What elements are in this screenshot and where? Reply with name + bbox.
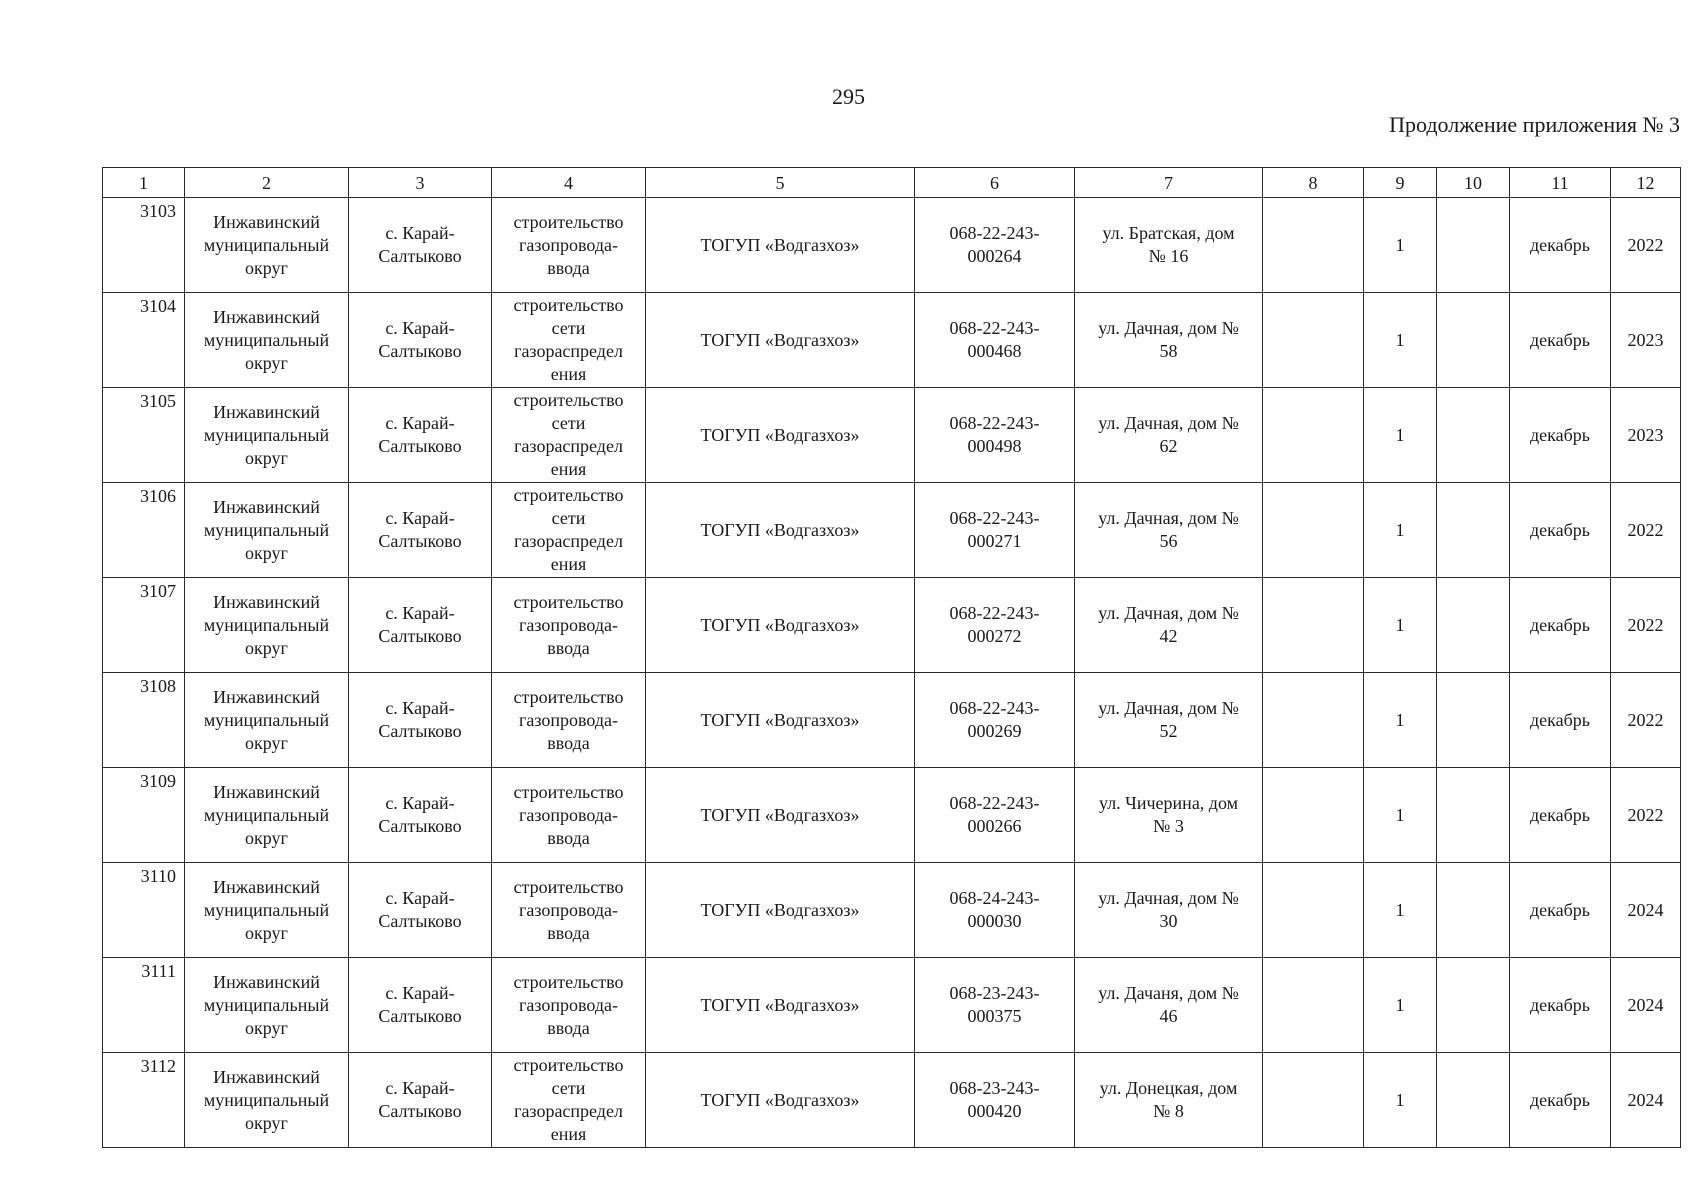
month-text: декабрь <box>1530 709 1590 730</box>
column-header-12: 12 <box>1611 168 1681 198</box>
cell-organization <box>646 958 915 1053</box>
cell-row-number <box>103 198 185 293</box>
work-type-text: строительство газопровода- ввода <box>513 781 624 848</box>
cell-quantity <box>1364 578 1437 673</box>
work-type-text: строительство сети газораспредел ения <box>513 390 624 479</box>
cell-month <box>1510 483 1611 578</box>
row-number-text: 3105 <box>140 391 176 411</box>
cell-quantity <box>1364 673 1437 768</box>
cell-district <box>185 673 349 768</box>
table-row <box>103 768 1681 863</box>
column-header-11: 11 <box>1510 168 1611 198</box>
cell-column-10 <box>1437 768 1510 863</box>
cell-settlement <box>349 483 492 578</box>
cell-quantity <box>1364 198 1437 293</box>
settlement-text: с. Карай- Салтыково <box>378 508 462 551</box>
organization-text: ТОГУП «Водгазхоз» <box>700 994 860 1015</box>
cell-column-8 <box>1263 768 1364 863</box>
cell-column-8 <box>1263 673 1364 768</box>
cell-address <box>1075 958 1263 1053</box>
column-header-10: 10 <box>1437 168 1510 198</box>
district-text: Инжавинский муниципальный округ <box>203 971 330 1038</box>
table-row <box>103 673 1681 768</box>
year-text: 2022 <box>1627 519 1664 540</box>
cell-organization <box>646 578 915 673</box>
year-text: 2022 <box>1627 614 1664 635</box>
row-number-text: 3109 <box>140 771 176 791</box>
cell-column-10 <box>1437 198 1510 293</box>
cell-column-8 <box>1263 483 1364 578</box>
cell-quantity <box>1364 483 1437 578</box>
row-number-text: 3111 <box>141 961 176 981</box>
column-header-2: 2 <box>185 168 349 198</box>
settlement-text: с. Карай- Салтыково <box>378 888 462 931</box>
quantity-text: 1 <box>1395 899 1405 920</box>
cell-year <box>1611 198 1681 293</box>
cell-address <box>1075 768 1263 863</box>
cell-month <box>1510 673 1611 768</box>
row-number-text: 3112 <box>140 1056 176 1076</box>
cell-year <box>1611 578 1681 673</box>
year-text: 2022 <box>1627 709 1664 730</box>
cell-district <box>185 293 349 388</box>
cell-work-type <box>492 863 646 958</box>
column-header-4: 4 <box>492 168 646 198</box>
cell-column-10 <box>1437 293 1510 388</box>
month-text: декабрь <box>1530 1089 1590 1110</box>
row-number-text: 3107 <box>140 581 176 601</box>
cell-column-8 <box>1263 1053 1364 1148</box>
cell-year <box>1611 1053 1681 1148</box>
cell-registration-number <box>915 768 1075 863</box>
cell-settlement <box>349 388 492 483</box>
cell-settlement <box>349 768 492 863</box>
settlement-text: с. Карай- Салтыково <box>378 223 462 266</box>
row-number-text: 3110 <box>140 866 176 886</box>
cell-column-8 <box>1263 198 1364 293</box>
table-body <box>103 198 1681 1148</box>
settlement-text: с. Карай- Салтыково <box>378 698 462 741</box>
district-text: Инжавинский муниципальный округ <box>203 401 330 468</box>
cell-work-type <box>492 483 646 578</box>
cell-district <box>185 483 349 578</box>
cell-organization <box>646 673 915 768</box>
row-number-text: 3108 <box>140 676 176 696</box>
cell-registration-number <box>915 483 1075 578</box>
page-number: 295 <box>832 84 865 109</box>
cell-year <box>1611 388 1681 483</box>
year-text: 2023 <box>1627 329 1664 350</box>
table-row <box>103 578 1681 673</box>
cell-organization <box>646 863 915 958</box>
cell-address <box>1075 483 1263 578</box>
work-type-text: строительство газопровода- ввода <box>513 686 624 753</box>
registration-number-text: 068-22-243- 000266 <box>949 793 1040 836</box>
cell-year <box>1611 293 1681 388</box>
table-row <box>103 293 1681 388</box>
organization-text: ТОГУП «Водгазхоз» <box>700 1089 860 1110</box>
cell-quantity <box>1364 1053 1437 1148</box>
organization-text: ТОГУП «Водгазхоз» <box>700 709 860 730</box>
table-row <box>103 483 1681 578</box>
settlement-text: с. Карай- Салтыково <box>378 318 462 361</box>
cell-work-type <box>492 388 646 483</box>
cell-settlement <box>349 673 492 768</box>
cell-organization <box>646 293 915 388</box>
cell-registration-number <box>915 673 1075 768</box>
cell-work-type <box>492 578 646 673</box>
cell-registration-number <box>915 578 1075 673</box>
quantity-text: 1 <box>1395 519 1405 540</box>
cell-district <box>185 1053 349 1148</box>
district-text: Инжавинский муниципальный округ <box>203 306 330 373</box>
cell-month <box>1510 198 1611 293</box>
month-text: декабрь <box>1530 804 1590 825</box>
cell-organization <box>646 483 915 578</box>
cell-district <box>185 958 349 1053</box>
cell-column-10 <box>1437 673 1510 768</box>
cell-column-8 <box>1263 578 1364 673</box>
cell-year <box>1611 863 1681 958</box>
work-type-text: строительство газопровода- ввода <box>513 211 624 278</box>
year-text: 2022 <box>1627 804 1664 825</box>
cell-month <box>1510 768 1611 863</box>
work-type-text: строительство газопровода- ввода <box>513 876 624 943</box>
cell-district <box>185 198 349 293</box>
address-text: ул. Дачная, дом № 58 <box>1098 318 1239 361</box>
column-header-7: 7 <box>1075 168 1263 198</box>
quantity-text: 1 <box>1395 329 1405 350</box>
cell-row-number <box>103 1053 185 1148</box>
cell-row-number <box>103 293 185 388</box>
cell-registration-number <box>915 293 1075 388</box>
district-text: Инжавинский муниципальный округ <box>203 591 330 658</box>
work-type-text: строительство сети газораспредел ения <box>513 1055 624 1144</box>
cell-column-10 <box>1437 578 1510 673</box>
cell-row-number <box>103 768 185 863</box>
cell-column-10 <box>1437 958 1510 1053</box>
cell-work-type <box>492 198 646 293</box>
address-text: ул. Дачная, дом № 56 <box>1098 508 1239 551</box>
cell-month <box>1510 958 1611 1053</box>
address-text: ул. Чичерина, дом № 3 <box>1098 793 1239 836</box>
quantity-text: 1 <box>1395 234 1405 255</box>
cell-address <box>1075 1053 1263 1148</box>
year-text: 2024 <box>1627 1089 1664 1110</box>
work-type-text: строительство сети газораспредел ения <box>513 485 624 574</box>
district-text: Инжавинский муниципальный округ <box>203 686 330 753</box>
cell-column-8 <box>1263 388 1364 483</box>
cell-column-10 <box>1437 388 1510 483</box>
organization-text: ТОГУП «Водгазхоз» <box>700 899 860 920</box>
cell-row-number <box>103 958 185 1053</box>
district-text: Инжавинский муниципальный округ <box>203 1066 330 1133</box>
cell-quantity <box>1364 958 1437 1053</box>
cell-row-number <box>103 673 185 768</box>
month-text: декабрь <box>1530 424 1590 445</box>
cell-row-number <box>103 388 185 483</box>
cell-month <box>1510 388 1611 483</box>
cell-organization <box>646 1053 915 1148</box>
district-text: Инжавинский муниципальный округ <box>203 496 330 563</box>
column-header-3: 3 <box>349 168 492 198</box>
table-row <box>103 1053 1681 1148</box>
cell-year <box>1611 768 1681 863</box>
cell-column-8 <box>1263 863 1364 958</box>
cell-work-type <box>492 958 646 1053</box>
month-text: декабрь <box>1530 234 1590 255</box>
month-text: декабрь <box>1530 519 1590 540</box>
work-type-text: строительство газопровода- ввода <box>513 591 624 658</box>
organization-text: ТОГУП «Водгазхоз» <box>700 424 860 445</box>
organization-text: ТОГУП «Водгазхоз» <box>700 519 860 540</box>
settlement-text: с. Карай- Салтыково <box>378 983 462 1026</box>
table-row <box>103 198 1681 293</box>
cell-quantity <box>1364 863 1437 958</box>
year-text: 2024 <box>1627 994 1664 1015</box>
cell-column-10 <box>1437 1053 1510 1148</box>
cell-settlement <box>349 863 492 958</box>
cell-address <box>1075 578 1263 673</box>
table-row <box>103 863 1681 958</box>
column-header-5: 5 <box>646 168 915 198</box>
cell-month <box>1510 578 1611 673</box>
address-text: ул. Донецкая, дом № 8 <box>1099 1078 1238 1121</box>
quantity-text: 1 <box>1395 709 1405 730</box>
row-number-text: 3106 <box>140 486 176 506</box>
data-table <box>102 167 1681 1148</box>
cell-address <box>1075 198 1263 293</box>
column-header-8: 8 <box>1263 168 1364 198</box>
cell-quantity <box>1364 768 1437 863</box>
table-row <box>103 958 1681 1053</box>
cell-quantity <box>1364 388 1437 483</box>
column-header-6: 6 <box>915 168 1075 198</box>
cell-column-10 <box>1437 483 1510 578</box>
cell-registration-number <box>915 1053 1075 1148</box>
settlement-text: с. Карай- Салтыково <box>378 1078 462 1121</box>
address-text: ул. Братская, дом № 16 <box>1102 223 1235 266</box>
column-header-9: 9 <box>1364 168 1437 198</box>
month-text: декабрь <box>1530 899 1590 920</box>
cell-year <box>1611 673 1681 768</box>
registration-number-text: 068-22-243- 000264 <box>949 223 1040 266</box>
registration-number-text: 068-23-243- 000375 <box>949 983 1040 1026</box>
cell-month <box>1510 1053 1611 1148</box>
settlement-text: с. Карай- Салтыково <box>378 413 462 456</box>
quantity-text: 1 <box>1395 614 1405 635</box>
cell-year <box>1611 958 1681 1053</box>
quantity-text: 1 <box>1395 804 1405 825</box>
column-header-1: 1 <box>103 168 185 198</box>
cell-column-8 <box>1263 958 1364 1053</box>
registration-number-text: 068-22-243- 000498 <box>949 413 1040 456</box>
cell-row-number <box>103 483 185 578</box>
cell-settlement <box>349 578 492 673</box>
quantity-text: 1 <box>1395 424 1405 445</box>
year-text: 2024 <box>1627 899 1664 920</box>
cell-address <box>1075 863 1263 958</box>
appendix-title: Продолжение приложения № 3 <box>1389 112 1680 137</box>
cell-district <box>185 388 349 483</box>
registration-number-text: 068-22-243- 000271 <box>949 508 1040 551</box>
cell-district <box>185 768 349 863</box>
cell-row-number <box>103 578 185 673</box>
cell-address <box>1075 293 1263 388</box>
address-text: ул. Дачная, дом № 52 <box>1098 698 1239 741</box>
month-text: декабрь <box>1530 329 1590 350</box>
registration-number-text: 068-22-243- 000468 <box>949 318 1040 361</box>
cell-row-number <box>103 863 185 958</box>
cell-registration-number <box>915 388 1075 483</box>
month-text: декабрь <box>1530 614 1590 635</box>
quantity-text: 1 <box>1395 1089 1405 1110</box>
registration-number-text: 068-24-243- 000030 <box>949 888 1040 931</box>
district-text: Инжавинский муниципальный округ <box>203 211 330 278</box>
cell-quantity <box>1364 293 1437 388</box>
table-header <box>103 168 1681 198</box>
cell-year <box>1611 483 1681 578</box>
registration-number-text: 068-22-243- 000269 <box>949 698 1040 741</box>
district-text: Инжавинский муниципальный округ <box>203 876 330 943</box>
row-number-text: 3104 <box>140 296 176 316</box>
cell-registration-number <box>915 198 1075 293</box>
month-text: декабрь <box>1530 994 1590 1015</box>
cell-registration-number <box>915 863 1075 958</box>
settlement-text: с. Карай- Салтыково <box>378 603 462 646</box>
work-type-text: строительство сети газораспредел ения <box>513 295 624 384</box>
address-text: ул. Дачная, дом № 30 <box>1098 888 1239 931</box>
cell-address <box>1075 673 1263 768</box>
cell-organization <box>646 198 915 293</box>
work-type-text: строительство газопровода- ввода <box>513 971 624 1038</box>
cell-settlement <box>349 1053 492 1148</box>
quantity-text: 1 <box>1395 994 1405 1015</box>
organization-text: ТОГУП «Водгазхоз» <box>700 614 860 635</box>
address-text: ул. Дачная, дом № 62 <box>1098 413 1239 456</box>
settlement-text: с. Карай- Салтыково <box>378 793 462 836</box>
cell-district <box>185 863 349 958</box>
cell-organization <box>646 768 915 863</box>
cell-settlement <box>349 293 492 388</box>
cell-work-type <box>492 673 646 768</box>
year-text: 2022 <box>1627 234 1664 255</box>
cell-month <box>1510 293 1611 388</box>
address-text: ул. Дачаня, дом № 46 <box>1098 983 1239 1026</box>
address-text: ул. Дачная, дом № 42 <box>1098 603 1239 646</box>
cell-address <box>1075 388 1263 483</box>
cell-registration-number <box>915 958 1075 1053</box>
registration-number-text: 068-22-243- 000272 <box>949 603 1040 646</box>
year-text: 2023 <box>1627 424 1664 445</box>
organization-text: ТОГУП «Водгазхоз» <box>700 329 860 350</box>
cell-column-8 <box>1263 293 1364 388</box>
cell-month <box>1510 863 1611 958</box>
cell-work-type <box>492 293 646 388</box>
cell-settlement <box>349 198 492 293</box>
cell-work-type <box>492 768 646 863</box>
row-number-text: 3103 <box>140 201 176 221</box>
cell-settlement <box>349 958 492 1053</box>
table-row <box>103 388 1681 483</box>
cell-district <box>185 578 349 673</box>
organization-text: ТОГУП «Водгазхоз» <box>700 804 860 825</box>
organization-text: ТОГУП «Водгазхоз» <box>700 234 860 255</box>
district-text: Инжавинский муниципальный округ <box>203 781 330 848</box>
registration-number-text: 068-23-243- 000420 <box>949 1078 1040 1121</box>
cell-organization <box>646 388 915 483</box>
header-row <box>103 168 1681 198</box>
cell-column-10 <box>1437 863 1510 958</box>
cell-work-type <box>492 1053 646 1148</box>
